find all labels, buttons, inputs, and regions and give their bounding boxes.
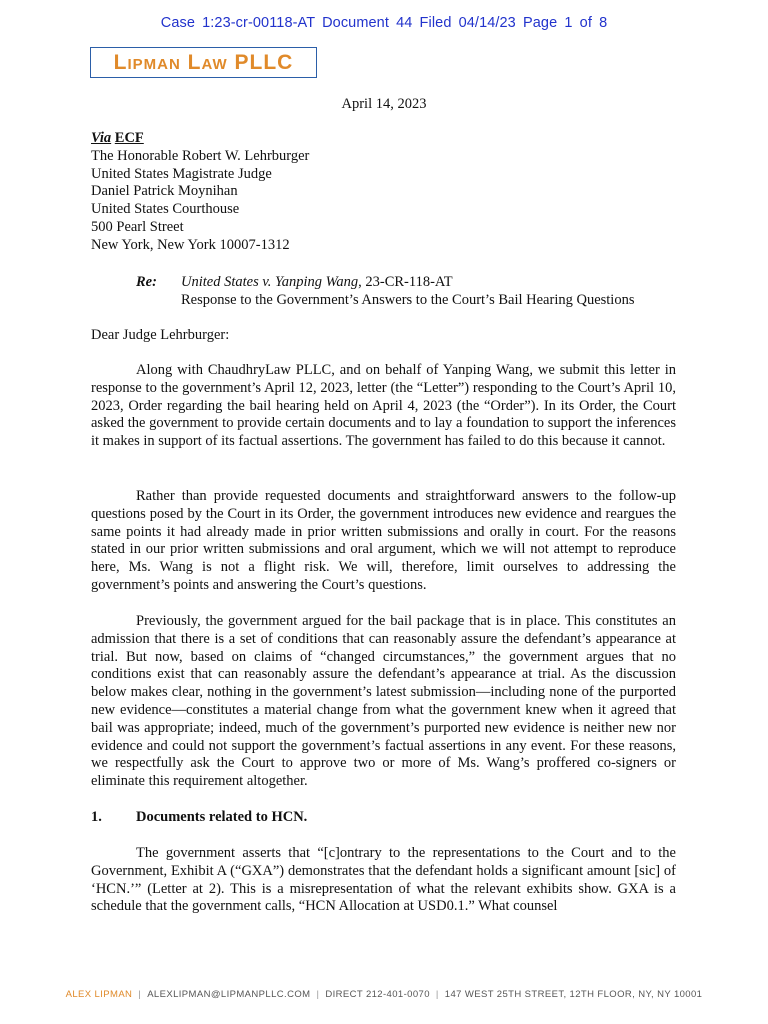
footer-phone: DIRECT 212-401-0070 xyxy=(325,989,430,1000)
section-heading xyxy=(91,809,676,827)
re-label: Re: xyxy=(136,274,157,290)
body-paragraph: Rather than provide requested documents and straightforward answers to the follow-up questions posed by the Court in its Order, the government introduces new evidence and reargues the same points it had already made in prior written submissions and orally in court. For the reasons stated in our prior written submissions and oral argument, which we will not attempt to reproduce here, Ms. Wang is not a flight risk. We will, therefore, limit ourselves to addressing the government’s points and answering the Court’s questions. xyxy=(91,488,676,593)
firm-logo xyxy=(90,47,317,78)
letter-date: April 14, 2023 xyxy=(341,96,427,112)
via-method: ECF xyxy=(114,130,144,146)
address-line: Daniel Patrick Moynihan xyxy=(91,183,238,200)
case-header: Case 1:23-cr-00118-AT Document 44 Filed 04/14/23 Page 1 of 8 xyxy=(160,15,608,31)
body-paragraph: The government asserts that “[c]ontrary to the representations to the Court and to the Government, Exhibit A (“GXA”) demonstrates that the defendant holds a significant amount [sic] of ‘HCN.’” (Letter at 2). This is a misrepresentation of what the relevant exhibits show. GXA is a schedule that the government calls, “HCN Allocation at USD0.1.” What counsel xyxy=(91,845,676,915)
re-line xyxy=(91,274,676,310)
section-number: 1. xyxy=(91,809,102,825)
firm-logo-text: Lipman Law PLLC xyxy=(113,50,294,74)
letterhead-footer: ALEX LIPMAN | ALEXLIPMAN@LIPMANPLLC.COM | DIRECT 212-401-0070 | 147 WEST 25TH STREET, 12TH FLOOR, NY, NY 10001 xyxy=(65,989,703,1000)
salutation: Dear Judge Lehrburger: xyxy=(91,327,230,343)
recipient-address xyxy=(91,130,676,255)
via-prefix: Via xyxy=(91,130,112,146)
address-line: The Honorable Robert W. Lehrburger xyxy=(91,147,310,164)
address-line: United States Courthouse xyxy=(91,201,240,218)
footer-address: 147 WEST 25TH STREET, 12TH FLOOR, NY, NY 10001 xyxy=(444,989,703,1000)
body-paragraph: Previously, the government argued for the bail package that is in place. This constitutes an admission that there is a set of conditions that can reasonably assure the defendant’s appearance at trial. But now, based on claims of “changed circumstances,” the government argues that no conditions exist that can reasonably assure the defendant’s appearance at trial. As the discussion below makes clear, nothing in the government’s latest submission—including none of the purported new evidence—constitutes a material change from what the government knew when it agreed that bail was appropriate; indeed, much of the government’s purported new evidence is neither new nor evidence and could not support the government’s factual assertions in any event. For these reasons, we respectfully ask the Court to approve two or more of Ms. Wang’s proffered co-signers or eliminate this requirement altogether. xyxy=(91,613,676,790)
section-title: Documents related to HCN. xyxy=(136,809,308,825)
delivery-method xyxy=(91,130,676,148)
re-case-number: , 23-CR-118-AT xyxy=(358,274,453,290)
re-subject: Response to the Government’s Answers to the Court’s Bail Hearing Questions xyxy=(181,291,635,308)
address-line: 500 Pearl Street xyxy=(91,218,184,235)
footer-email: ALEXLIPMAN@LIPMANPLLC.COM xyxy=(147,989,311,1000)
address-line: New York, New York 10007-1312 xyxy=(91,236,290,253)
footer-name: ALEX LIPMAN xyxy=(65,989,133,1000)
body-paragraph: Along with ChaudhryLaw PLLC, and on behalf of Yanping Wang, we submit this letter in response to the government’s April 12, 2023, letter (the “Letter”) responding to the Court’s April 10, 2023, Order regarding the bail hearing held on April 4, 2023 (the “Order”). In its Order, the Court asked the government to provide certain documents and to lay a foundation to support the inferences it makes in support of its factual assertions. The government has failed to do this because it cannot. xyxy=(91,362,676,450)
re-case-name: United States v. Yanping Wang xyxy=(181,274,359,290)
address-line: United States Magistrate Judge xyxy=(91,165,272,182)
